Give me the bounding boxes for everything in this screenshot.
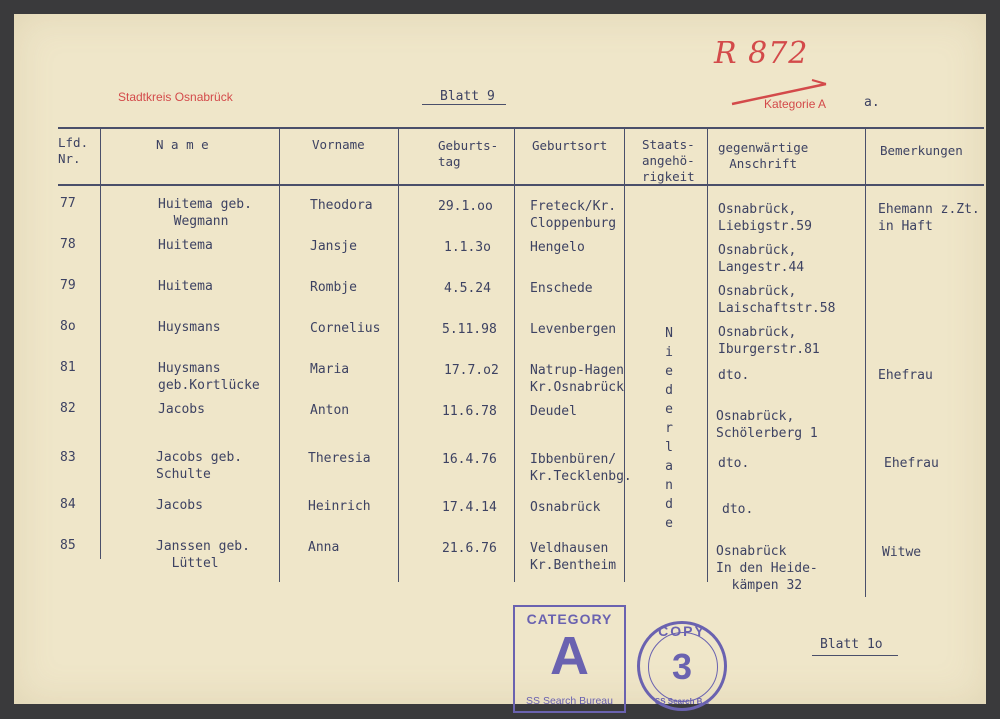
cell-name: Huitema geb. Wegmann — [158, 197, 252, 229]
cell-geburtstag: 1.1.3o — [444, 240, 491, 255]
category-marker: a. — [864, 95, 880, 110]
sheet-number: Blatt 9 — [440, 89, 495, 104]
cell-geburtstag: 16.4.76 — [442, 452, 497, 467]
cell-anschrift: dto. — [722, 502, 754, 517]
cell-anschrift: Osnabrück, Schölerberg 1 — [716, 409, 818, 441]
copy-stamp-bureau: SS Search B... — [654, 697, 710, 706]
table-top-rule — [58, 127, 984, 129]
cell-vorname: Maria — [310, 362, 350, 377]
cell-name: Huitema — [158, 279, 213, 294]
cell-vorname: Anna — [308, 540, 340, 555]
next-sheet: Blatt 1o — [820, 637, 883, 652]
cell-geburtstag: 5.11.98 — [442, 322, 497, 337]
cell-anschrift: Osnabrück, Langestr.44 — [718, 243, 805, 275]
cell-anschrift: dto. — [718, 456, 750, 471]
archive-reference: R 872 — [714, 36, 809, 71]
cell-nr: 78 — [60, 237, 76, 252]
cell-nr: 81 — [60, 360, 76, 375]
sheet-underline — [422, 104, 506, 105]
cell-geburtstag: 11.6.78 — [442, 404, 497, 419]
cell-geburtsort: Enschede — [530, 281, 593, 296]
cell-anschrift: Osnabrück In den Heide- kämpen 32 — [716, 544, 818, 593]
cell-geburtstag: 21.6.76 — [442, 541, 497, 556]
cell-name: Huysmans geb.Kortlücke — [158, 361, 260, 393]
cell-geburtsort: Levenbergen — [530, 322, 617, 337]
cell-bemerkung: Witwe — [882, 545, 922, 560]
header-vorname: Vorname — [312, 137, 365, 152]
document-card — [14, 14, 986, 707]
district-label: Stadtkreis Osnabrück — [118, 90, 233, 104]
cell-geburtstag: 29.1.oo — [438, 199, 493, 214]
header-staatsangehoerigkeit: Staats- angehö- rigkeit — [642, 137, 695, 184]
cell-geburtsort: Veldhausen Kr.Bentheim — [530, 541, 617, 573]
cell-nr: 8o — [60, 319, 76, 334]
cell-nr: 85 — [60, 538, 76, 553]
cell-geburtsort: Ibbenbüren/ Kr.Tecklenbg. — [530, 452, 632, 484]
header-lfd-nr: Lfd. Nr. — [58, 135, 89, 166]
cell-name: Janssen geb. Lüttel — [156, 539, 250, 571]
copy-stamp-title: COPY — [658, 623, 706, 639]
cell-bemerkung: Ehemann z.Zt. in Haft — [878, 202, 980, 234]
category-label: Kategorie A — [764, 97, 827, 111]
cell-bemerkung: Ehefrau — [884, 456, 939, 471]
category-stamp-title: CATEGORY — [526, 611, 613, 627]
cell-anschrift: Osnabrück, Laischaftstr.58 — [718, 284, 836, 316]
cell-nr: 84 — [60, 497, 76, 512]
cell-geburtsort: Natrup-Hagen Kr.Osnabrück — [530, 363, 624, 395]
cell-nr: 79 — [60, 278, 76, 293]
cell-vorname: Theresia — [308, 451, 371, 466]
cell-geburtstag: 17.4.14 — [442, 500, 497, 515]
cell-vorname: Jansje — [310, 239, 357, 254]
cell-geburtsort: Hengelo — [530, 240, 585, 255]
cell-name: Jacobs — [156, 498, 203, 513]
category-stamp-letter: A — [550, 626, 589, 686]
category-stamp-bureau: SS Search Bureau — [526, 695, 613, 707]
cell-bemerkung: Ehefrau — [878, 368, 933, 383]
copy-stamp-number: 3 — [671, 646, 693, 687]
category-stamp — [513, 605, 626, 713]
cell-geburtstag: 4.5.24 — [444, 281, 491, 296]
header-anschrift: gegenwärtige Anschrift — [718, 140, 809, 171]
cell-name: Jacobs geb. Schulte — [156, 450, 243, 482]
cell-geburtsort: Freteck/Kr. Cloppenburg — [530, 199, 617, 231]
cell-vorname: Heinrich — [308, 499, 371, 514]
header-bemerkungen: Bemerkungen — [880, 143, 963, 158]
col-divider-2 — [279, 127, 280, 582]
cell-name: Huysmans — [158, 320, 221, 335]
cell-name: Jacobs — [158, 402, 205, 417]
cell-nr: 83 — [60, 450, 76, 465]
cell-vorname: Rombje — [310, 280, 357, 295]
cell-vorname: Anton — [310, 403, 350, 418]
cell-vorname: Cornelius — [310, 321, 381, 336]
col-divider-7 — [865, 127, 866, 597]
cell-vorname: Theodora — [310, 198, 373, 213]
cell-nr: 82 — [60, 401, 76, 416]
col-divider-4 — [514, 127, 515, 582]
cell-geburtsort: Deudel — [530, 404, 577, 419]
next-sheet-underline — [812, 655, 898, 656]
cell-anschrift: dto. — [718, 368, 750, 383]
cell-geburtsort: Osnabrück — [530, 500, 601, 515]
col-divider-5 — [624, 127, 625, 582]
col-divider-6 — [707, 127, 708, 582]
cell-name: Huitema — [158, 238, 213, 253]
cell-anschrift: Osnabrück, Liebigstr.59 — [718, 202, 812, 234]
col-divider-3 — [398, 127, 399, 582]
cell-nr: 77 — [60, 196, 76, 211]
header-geburtstag: Geburts- tag — [438, 138, 499, 169]
header-geburtsort: Geburtsort — [532, 138, 608, 153]
header-name: N a m e — [156, 137, 209, 152]
col-divider-1 — [100, 127, 101, 559]
nationality-vertical: N i e d e r l a n d e — [665, 326, 673, 531]
copy-stamp — [637, 621, 727, 711]
cell-geburtstag: 17.7.o2 — [444, 363, 499, 378]
table-header-rule — [58, 184, 984, 186]
cell-anschrift: Osnabrück, Iburgerstr.81 — [718, 325, 820, 357]
category-strike-mark — [730, 76, 840, 116]
